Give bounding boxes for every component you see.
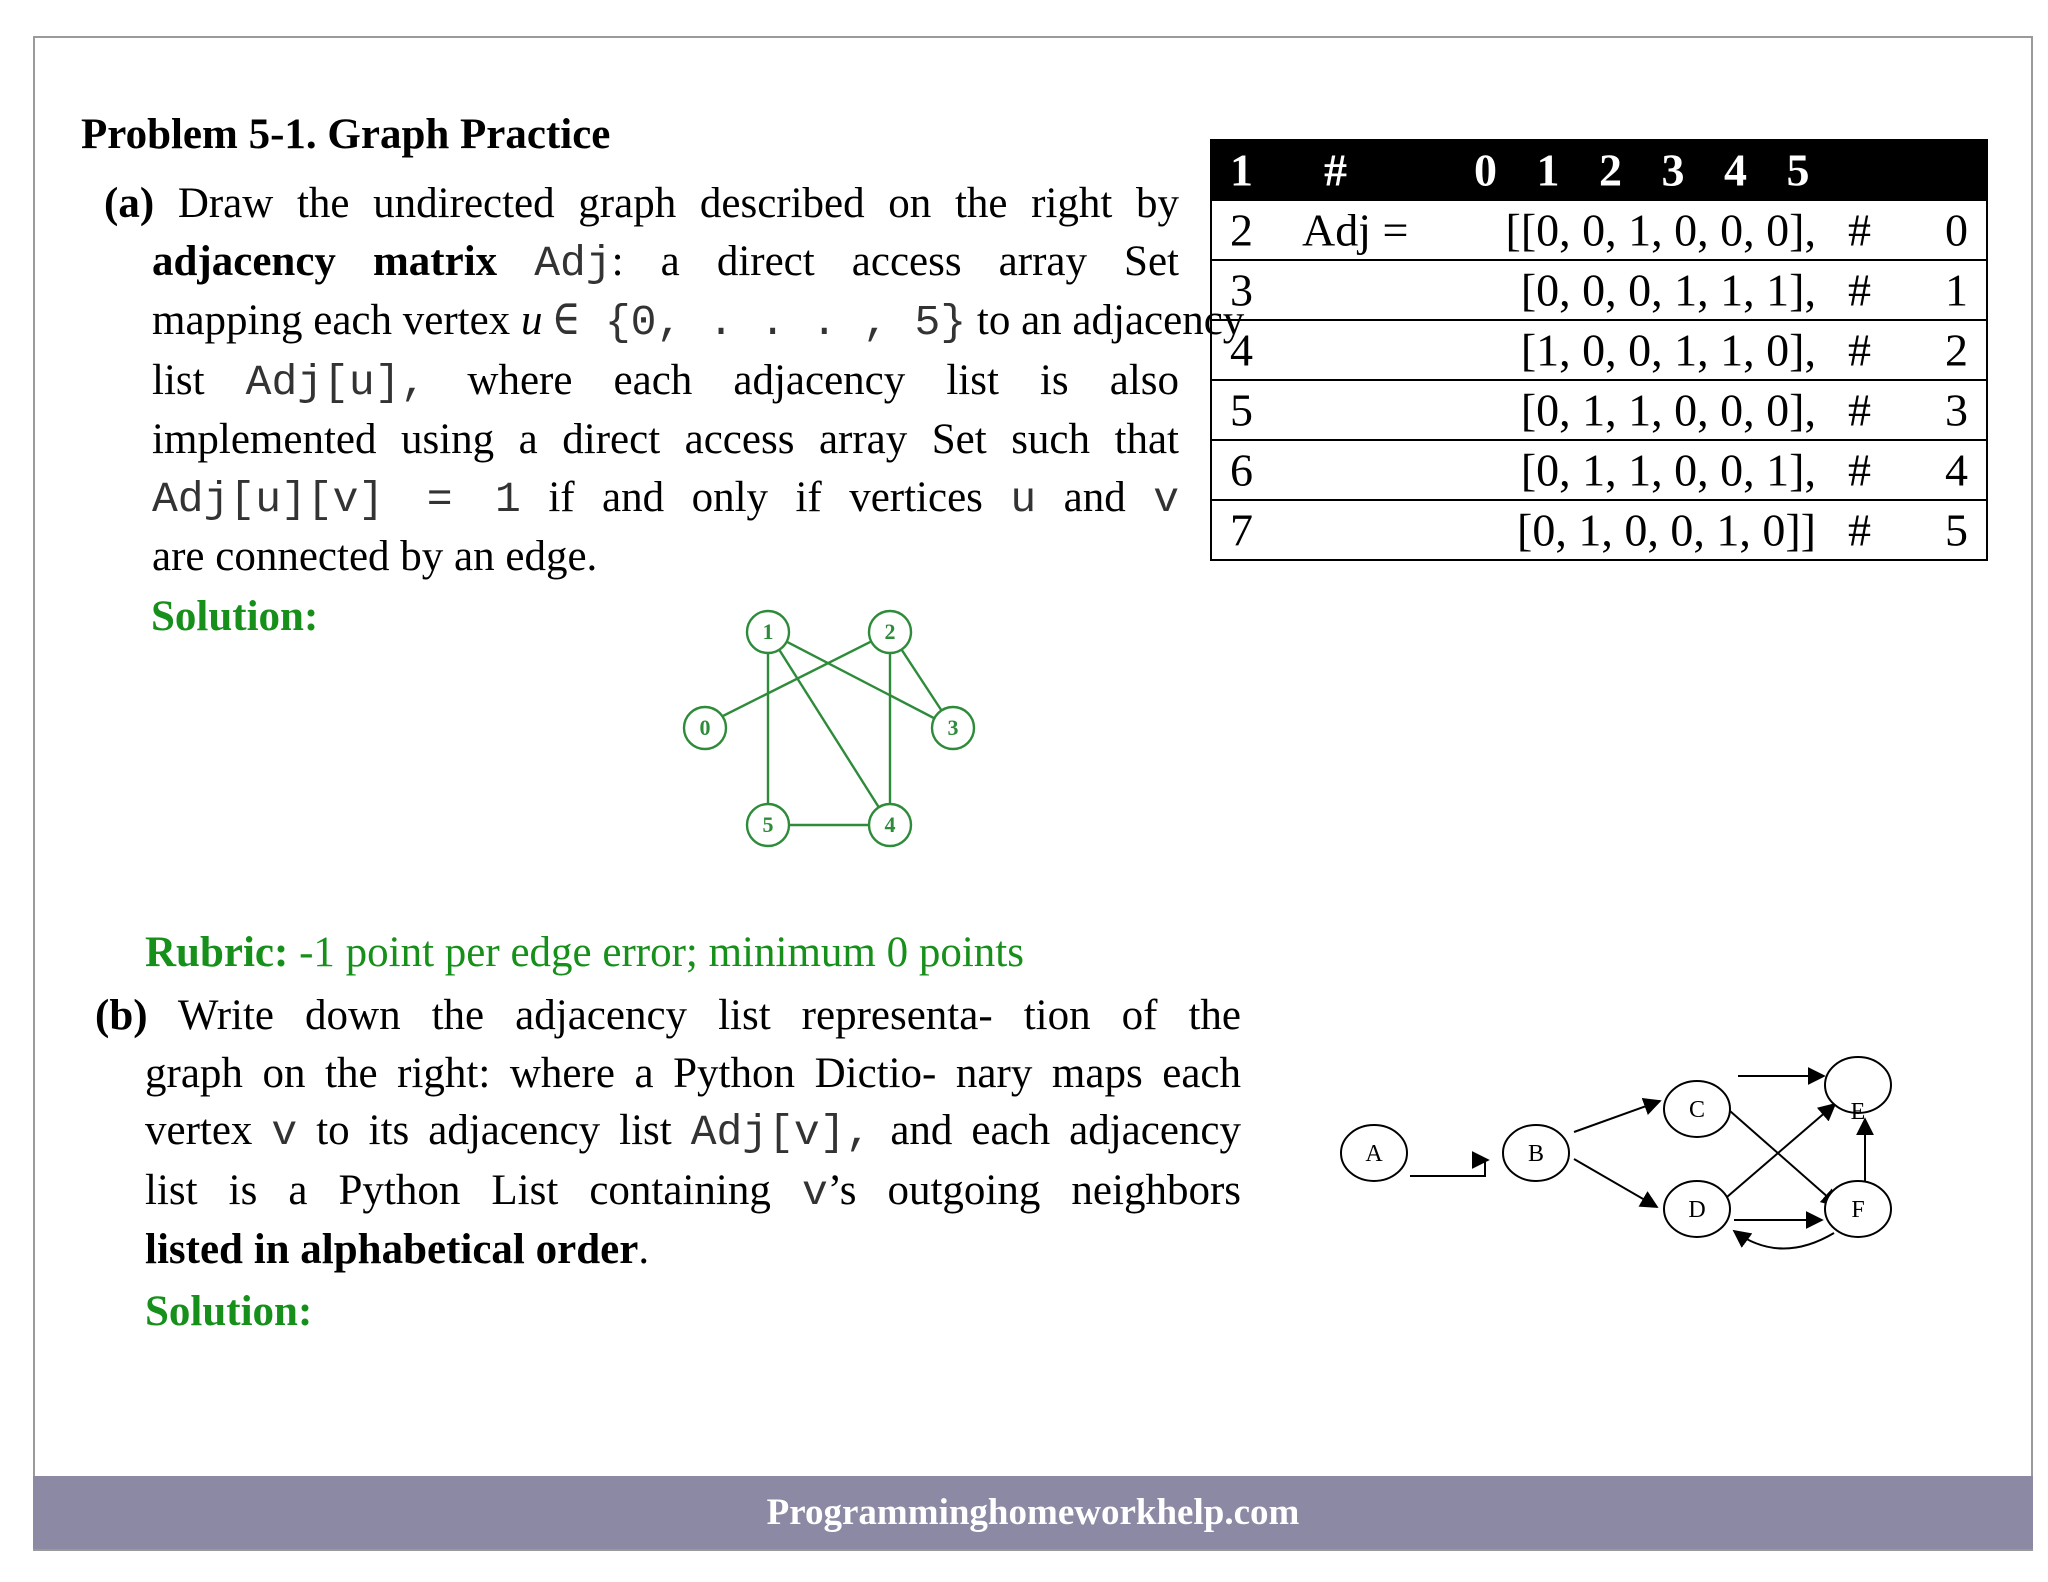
node-3-label: 3 [947, 715, 959, 740]
var-v-code: v [1153, 474, 1179, 524]
var-v-code-b: v [271, 1108, 298, 1157]
part-b-label: (b) [95, 992, 148, 1039]
var-u-code: u [1010, 474, 1037, 524]
part-a-text-2: : a direct access array Set [611, 237, 1180, 285]
rubric [145, 928, 1024, 977]
alphabetical-order-term: listed in alphabetical order [145, 1226, 639, 1273]
rubric-text: -1 point per edge error; minimum 0 points [299, 929, 1024, 976]
part-b-text [95, 987, 1241, 1279]
hash: # [1848, 504, 1871, 556]
edge-B-C [1574, 1101, 1660, 1132]
part-a-and: and [1063, 473, 1126, 521]
part-a-line-4 [104, 352, 1179, 412]
adj-u-code: Adj[u], [245, 357, 427, 407]
node-C-label: C [1688, 1097, 1706, 1123]
row-index: 1 [1945, 264, 1968, 316]
edge-1-4 [768, 632, 890, 825]
row-comment [1848, 264, 1968, 317]
part-a-text-1: Draw the undirected graph described on the right by [177, 180, 1180, 227]
header-hash: # [1324, 144, 1347, 196]
undirected-graph [668, 595, 998, 865]
part-a-line-3 [104, 292, 1245, 352]
node-E-label: E [1850, 1099, 1866, 1125]
matrix-row-value: [0, 1, 1, 0, 0, 1], [1520, 444, 1816, 496]
part-b-line-1 [95, 987, 1241, 1045]
part-a-line-1 [104, 175, 1179, 233]
part-a-text-3b: to an adjacency [976, 297, 1245, 344]
node-0-label: 0 [699, 715, 711, 740]
node-A-label: A [1365, 1141, 1383, 1167]
adjacency-matrix-term: adjacency matrix [152, 237, 498, 285]
row-index: 4 [1945, 444, 1968, 496]
row-index: 5 [1945, 504, 1968, 556]
part-b-text-3a: vertex [145, 1107, 253, 1154]
part-b-text-4a: list is a Python List containing [145, 1166, 771, 1214]
hash: # [1848, 264, 1871, 316]
problem-title: Problem 5-1. Graph Practice [81, 111, 611, 158]
part-a-text-4a: list [152, 356, 205, 404]
header-column-indices: 0 1 2 3 4 5 [1474, 144, 1824, 196]
code-row [1212, 439, 1986, 499]
part-a-line-2 [104, 233, 1179, 293]
edge-B-D [1574, 1159, 1657, 1207]
line-number: 3 [1230, 264, 1253, 316]
code-row [1212, 319, 1986, 379]
rubric-label: Rubric: [145, 929, 289, 976]
row-comment [1848, 384, 1968, 437]
adjacency-matrix-code [1210, 139, 1988, 561]
part-a-text-3a: mapping each vertex [152, 297, 511, 344]
var-v-code-b2: v [801, 1167, 828, 1217]
part-b-line-3 [95, 1102, 1241, 1162]
part-b-text-4b: ’s outgoing neighbors [827, 1166, 1242, 1214]
node-1-label: 1 [762, 619, 774, 644]
part-b-text-3c: and each adjacency [890, 1107, 1241, 1154]
part-a-line-6 [104, 469, 1179, 529]
part-a-line-5: implemented using a direct access array Set such that [152, 416, 1179, 463]
node-5-label: 5 [762, 812, 774, 837]
row-comment [1848, 504, 1968, 557]
row-index: 2 [1945, 324, 1968, 376]
footer-banner: Programminghomeworkhelp.com [33, 1476, 2033, 1549]
matrix-row-value: [1, 0, 0, 1, 1, 0], [1520, 324, 1816, 376]
part-b-line-2: graph on the right: where a Python Dictio- nary maps each [145, 1049, 1241, 1097]
code-row [1212, 499, 1986, 559]
part-b-text-3b: to its adjacency list [316, 1107, 672, 1154]
code-row [1212, 259, 1986, 319]
solution-a-label: Solution: [151, 593, 319, 640]
line-number: 2 [1230, 204, 1253, 256]
row-index: 0 [1945, 204, 1968, 256]
hash: # [1848, 324, 1871, 376]
directed-graph [1330, 1045, 1910, 1265]
adj-uv-code: Adj[u][v] = 1 [152, 474, 521, 524]
part-b-text-1: Write down the adjacency list representa- tion of the [177, 992, 1241, 1039]
line-number: 7 [1230, 504, 1253, 556]
node-F-label: F [1851, 1197, 1865, 1223]
hash: # [1848, 444, 1871, 496]
adj-assign: Adj = [1302, 204, 1409, 256]
vertex-set: ∈ {0, . . . , 5} [553, 298, 967, 347]
row-comment [1848, 324, 1968, 377]
matrix-row-value: [0, 1, 1, 0, 0, 0], [1520, 384, 1816, 436]
adj-v-code: Adj[v], [690, 1108, 872, 1157]
part-a-text-4b: where each adjacency list is also [467, 356, 1180, 404]
part-a-line-7: are connected by an edge. [152, 533, 598, 580]
adj-code: Adj [534, 238, 612, 288]
code-header-row [1212, 141, 1986, 199]
var-u: u [520, 297, 543, 344]
code-row [1212, 199, 1986, 259]
part-b-line-4 [95, 1162, 1241, 1222]
part-b-period: . [638, 1226, 650, 1273]
edge-F-D [1734, 1231, 1834, 1249]
matrix-row-value: [[0, 0, 1, 0, 0, 0], [1505, 204, 1816, 256]
node-B-label: B [1527, 1141, 1545, 1167]
line-number: 4 [1230, 324, 1253, 376]
row-index: 3 [1945, 384, 1968, 436]
row-comment [1848, 444, 1968, 497]
part-a-label: (a) [104, 180, 155, 227]
row-comment [1848, 204, 1968, 257]
node-4-label: 4 [884, 812, 896, 837]
matrix-row-value: [0, 1, 0, 0, 1, 0]] [1517, 504, 1816, 556]
part-b-line-5 [95, 1221, 1241, 1279]
header-line-number: 1 [1230, 144, 1253, 196]
hash: # [1848, 204, 1871, 256]
part-a-text [104, 175, 1245, 586]
part-a-text-6a: if and only if vertices [548, 473, 983, 521]
matrix-row-value: [0, 0, 0, 1, 1, 1], [1520, 264, 1816, 316]
node-D-label: D [1688, 1197, 1706, 1223]
edge-C-F [1730, 1111, 1838, 1206]
solution-b-label: Solution: [145, 1288, 313, 1335]
hash: # [1848, 384, 1871, 436]
line-number: 5 [1230, 384, 1253, 436]
node-2-label: 2 [884, 619, 896, 644]
edge-A-B [1410, 1160, 1488, 1176]
line-number: 6 [1230, 444, 1253, 496]
code-row [1212, 379, 1986, 439]
